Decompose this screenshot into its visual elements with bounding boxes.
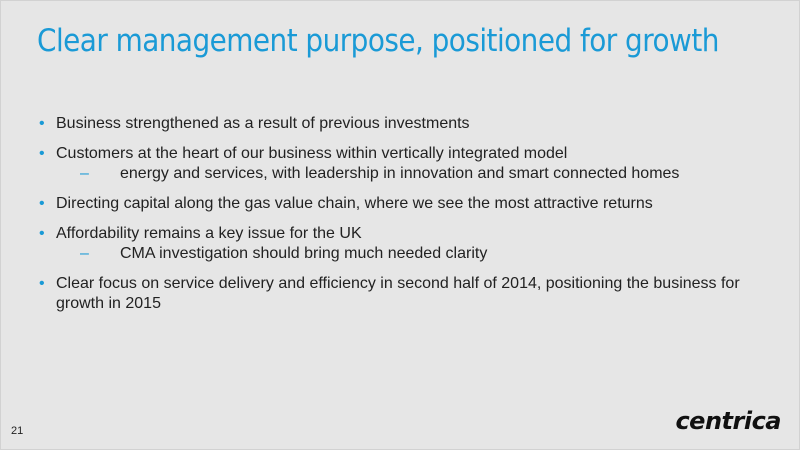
bullet-item bbox=[39, 274, 769, 314]
slide-title: Clear management purpose, positioned for growth bbox=[37, 23, 719, 59]
bullet-marker: • bbox=[39, 195, 45, 212]
bullet-text: Clear focus on service delivery and efficiency in second half of 2014, positioning the business for growth in 2015 bbox=[56, 275, 740, 312]
sub-bullet-item bbox=[56, 164, 769, 184]
bullet-marker: • bbox=[39, 115, 45, 132]
bullet-text: Customers at the heart of our business within vertically integrated model bbox=[56, 145, 568, 162]
centrica-logo: centrica bbox=[675, 407, 781, 435]
bullet-item bbox=[39, 194, 769, 214]
sub-bullet-text: CMA investigation should bring much needed clarity bbox=[120, 245, 488, 262]
bullet-item bbox=[39, 114, 769, 134]
bullet-marker: • bbox=[39, 145, 45, 162]
bullet-list bbox=[39, 114, 769, 324]
bullet-text: Directing capital along the gas value chain, where we see the most attractive returns bbox=[56, 195, 653, 212]
sub-bullet-text: energy and services, with leadership in innovation and smart connected homes bbox=[120, 165, 680, 182]
bullet-item bbox=[39, 224, 769, 264]
sub-bullet-marker: – bbox=[80, 165, 89, 182]
sub-bullet-marker: – bbox=[80, 245, 89, 262]
bullet-marker: • bbox=[39, 225, 45, 242]
page-number: 21 bbox=[11, 425, 24, 437]
bullet-text: Business strengthened as a result of previous investments bbox=[56, 115, 470, 132]
sub-bullet-item bbox=[56, 244, 769, 264]
bullet-marker: • bbox=[39, 275, 45, 292]
bullet-text: Affordability remains a key issue for the UK bbox=[56, 225, 362, 242]
bullet-item bbox=[39, 144, 769, 184]
